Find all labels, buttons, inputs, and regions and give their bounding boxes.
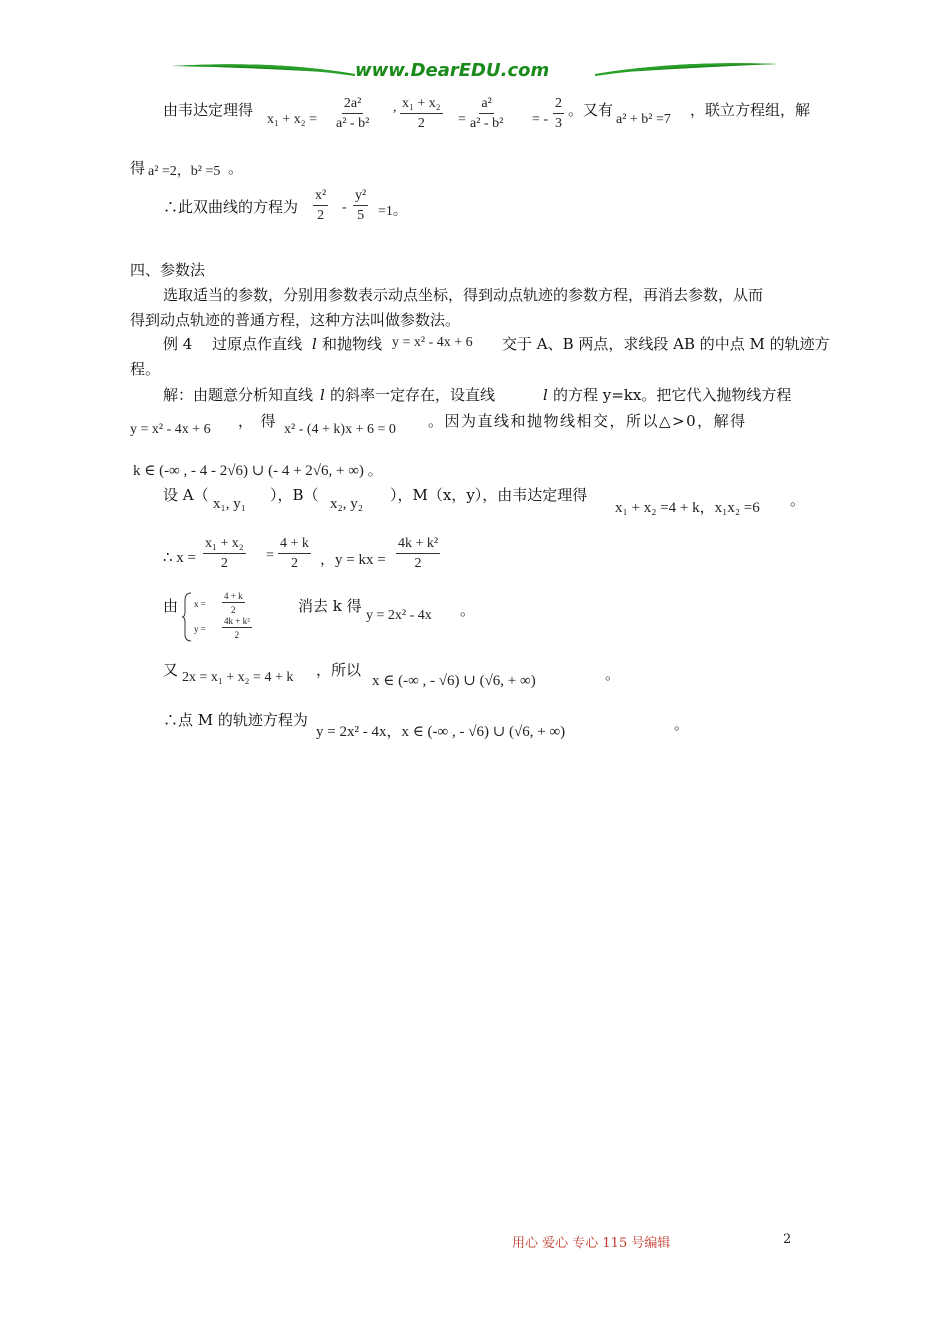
solution-b: 的斜率一定存在，设直线 xyxy=(330,386,496,404)
also-prefix: 又 xyxy=(163,661,179,679)
solution-l1: l xyxy=(320,386,325,404)
final-locus: y = 2x² - 4x，x ∈ (-∞ , - √6) ∪ (√6, + ∞) xyxy=(316,724,566,740)
midpoint-x: ∴ x = xyxy=(163,550,197,566)
locus-result: y = 2x² - 4x xyxy=(366,608,432,623)
final-end: 。 xyxy=(674,715,690,733)
eq1-lhs: x₁ + x₂ = xyxy=(267,112,318,127)
fraction-x2: $\frac{\text{x²}}{2}$ xyxy=(315,188,327,223)
example-c: 交于 A、B 两点，求线段 AB 的中点 M 的轨迹方 xyxy=(502,335,830,353)
k-range: k ∈ (-∞ , - 4 - 2√6) ∪ (- 4 + 2√6, + ∞) 。 xyxy=(133,463,383,479)
sys-y-frac: $\frac{\text{4k + k²}}{2}$ xyxy=(224,616,250,640)
solution-c: 的方程 y=kx。把它代入抛物线方程 xyxy=(553,386,792,404)
point-b-coords: x₂, y₂ xyxy=(330,496,363,512)
also-have: 。又有 xyxy=(568,101,614,119)
example-a: 例 4 过原点作直线 xyxy=(163,335,303,353)
condition-eq: a² + b² =7 xyxy=(616,112,671,127)
parabola-eq: y = x² - 4x + 6 xyxy=(392,335,473,350)
minus: - xyxy=(342,200,347,215)
quadratic-eq: x² - (4 + k)x + 6 = 0 xyxy=(284,422,396,437)
x-range-end: 。 xyxy=(605,665,621,683)
also-eq: 2x = x₁ + x₂ = 4 + k xyxy=(182,670,294,685)
fraction-1: $\frac{\text{2a²}}{\text{a² - b²}}$ xyxy=(336,96,370,131)
sys-x-label: x = xyxy=(194,599,206,609)
para-1a: 选取适当的参数，分别用参数表示动点坐标，得到动点轨迹的参数方程，再消去参数，从而 xyxy=(163,286,764,304)
set-a: 设 A（ xyxy=(163,486,209,504)
section-title: 四、参数法 xyxy=(130,261,206,279)
system-prefix: 由 xyxy=(163,597,179,615)
solution-l2: l xyxy=(543,386,548,404)
equals: = xyxy=(458,112,466,127)
eq-one: =1。 xyxy=(378,204,407,219)
result-prefix: 得 xyxy=(130,159,146,177)
page-number: 2 xyxy=(783,1232,792,1247)
mid-equals: = xyxy=(266,548,274,563)
footer-slogan: 用心 爱心 专心 115 号编辑 xyxy=(512,1236,671,1251)
set-c: ），M（x，y），由韦达定理得 xyxy=(390,486,588,504)
result-values: a² =2，b² =5 xyxy=(148,164,221,179)
hyperbola-conclusion: ∴此双曲线的方程为 xyxy=(163,198,299,216)
brace-icon xyxy=(182,592,192,642)
point-a-coords: x₁, y₁ xyxy=(213,496,246,512)
fraction-2: $\frac{\text{x₁ + x₂}}{2}$ xyxy=(402,96,441,131)
substitute-eq: y = x² - 4x + 6 xyxy=(130,422,211,437)
site-logo-text: www.DearEDU.com xyxy=(355,60,550,81)
fraction-3: $\frac{\text{a²}}{\text{a² - b²}}$ xyxy=(470,96,504,131)
substitute-text1: ， 得 xyxy=(238,412,276,430)
substitute-text2: 。因为直线和抛物线相交，所以△>0，解得 xyxy=(428,412,747,430)
x-range: x ∈ (-∞ , - √6) ∪ (√6, + ∞) xyxy=(372,673,536,689)
solve-text: ，联立方程组，解 xyxy=(690,101,811,119)
fraction-y2: $\frac{\text{y²}}{5}$ xyxy=(355,188,367,223)
fraction-4: $\frac{2}{3}$ xyxy=(555,96,562,131)
result-end: 。 xyxy=(228,159,244,177)
sys-x-frac: $\frac{4 + k}{2}$ xyxy=(224,591,243,615)
solution-a: 解：由题意分析知直线 xyxy=(163,386,314,404)
vieta-intro: 由韦达定理得 xyxy=(163,101,254,119)
vieta-relations: x₁ + x₂ =4 + k，x₁x₂ =6 xyxy=(615,500,760,516)
comma: , xyxy=(393,100,397,115)
fraction-mid3: $\frac{\text{4k + k²}}{2}$ xyxy=(398,536,439,571)
sys-y-label: y = xyxy=(194,624,206,634)
vieta-end: 。 xyxy=(790,491,806,509)
locus-end: 。 xyxy=(460,601,476,619)
fraction-mid1: $\frac{\text{x₁ + x₂}}{2}$ xyxy=(205,536,244,571)
fraction-mid2: $\frac{4 + k}{2}$ xyxy=(280,536,309,571)
midpoint-y: ，y = kx = xyxy=(320,552,386,568)
set-b: ），B（ xyxy=(270,486,319,504)
final-prefix: ∴点 M 的轨迹方程为 xyxy=(163,711,308,729)
example-b: 和抛物线 xyxy=(322,335,383,353)
also-therefore: ，所以 xyxy=(316,661,362,679)
example-l: l xyxy=(312,335,317,353)
eliminate-k: 消去 k 得 xyxy=(298,597,362,615)
example-d: 程。 xyxy=(130,360,161,378)
para-1b: 得到动点轨迹的普通方程，这种方法叫做参数法。 xyxy=(130,311,461,329)
equals-neg: = - xyxy=(532,112,549,127)
